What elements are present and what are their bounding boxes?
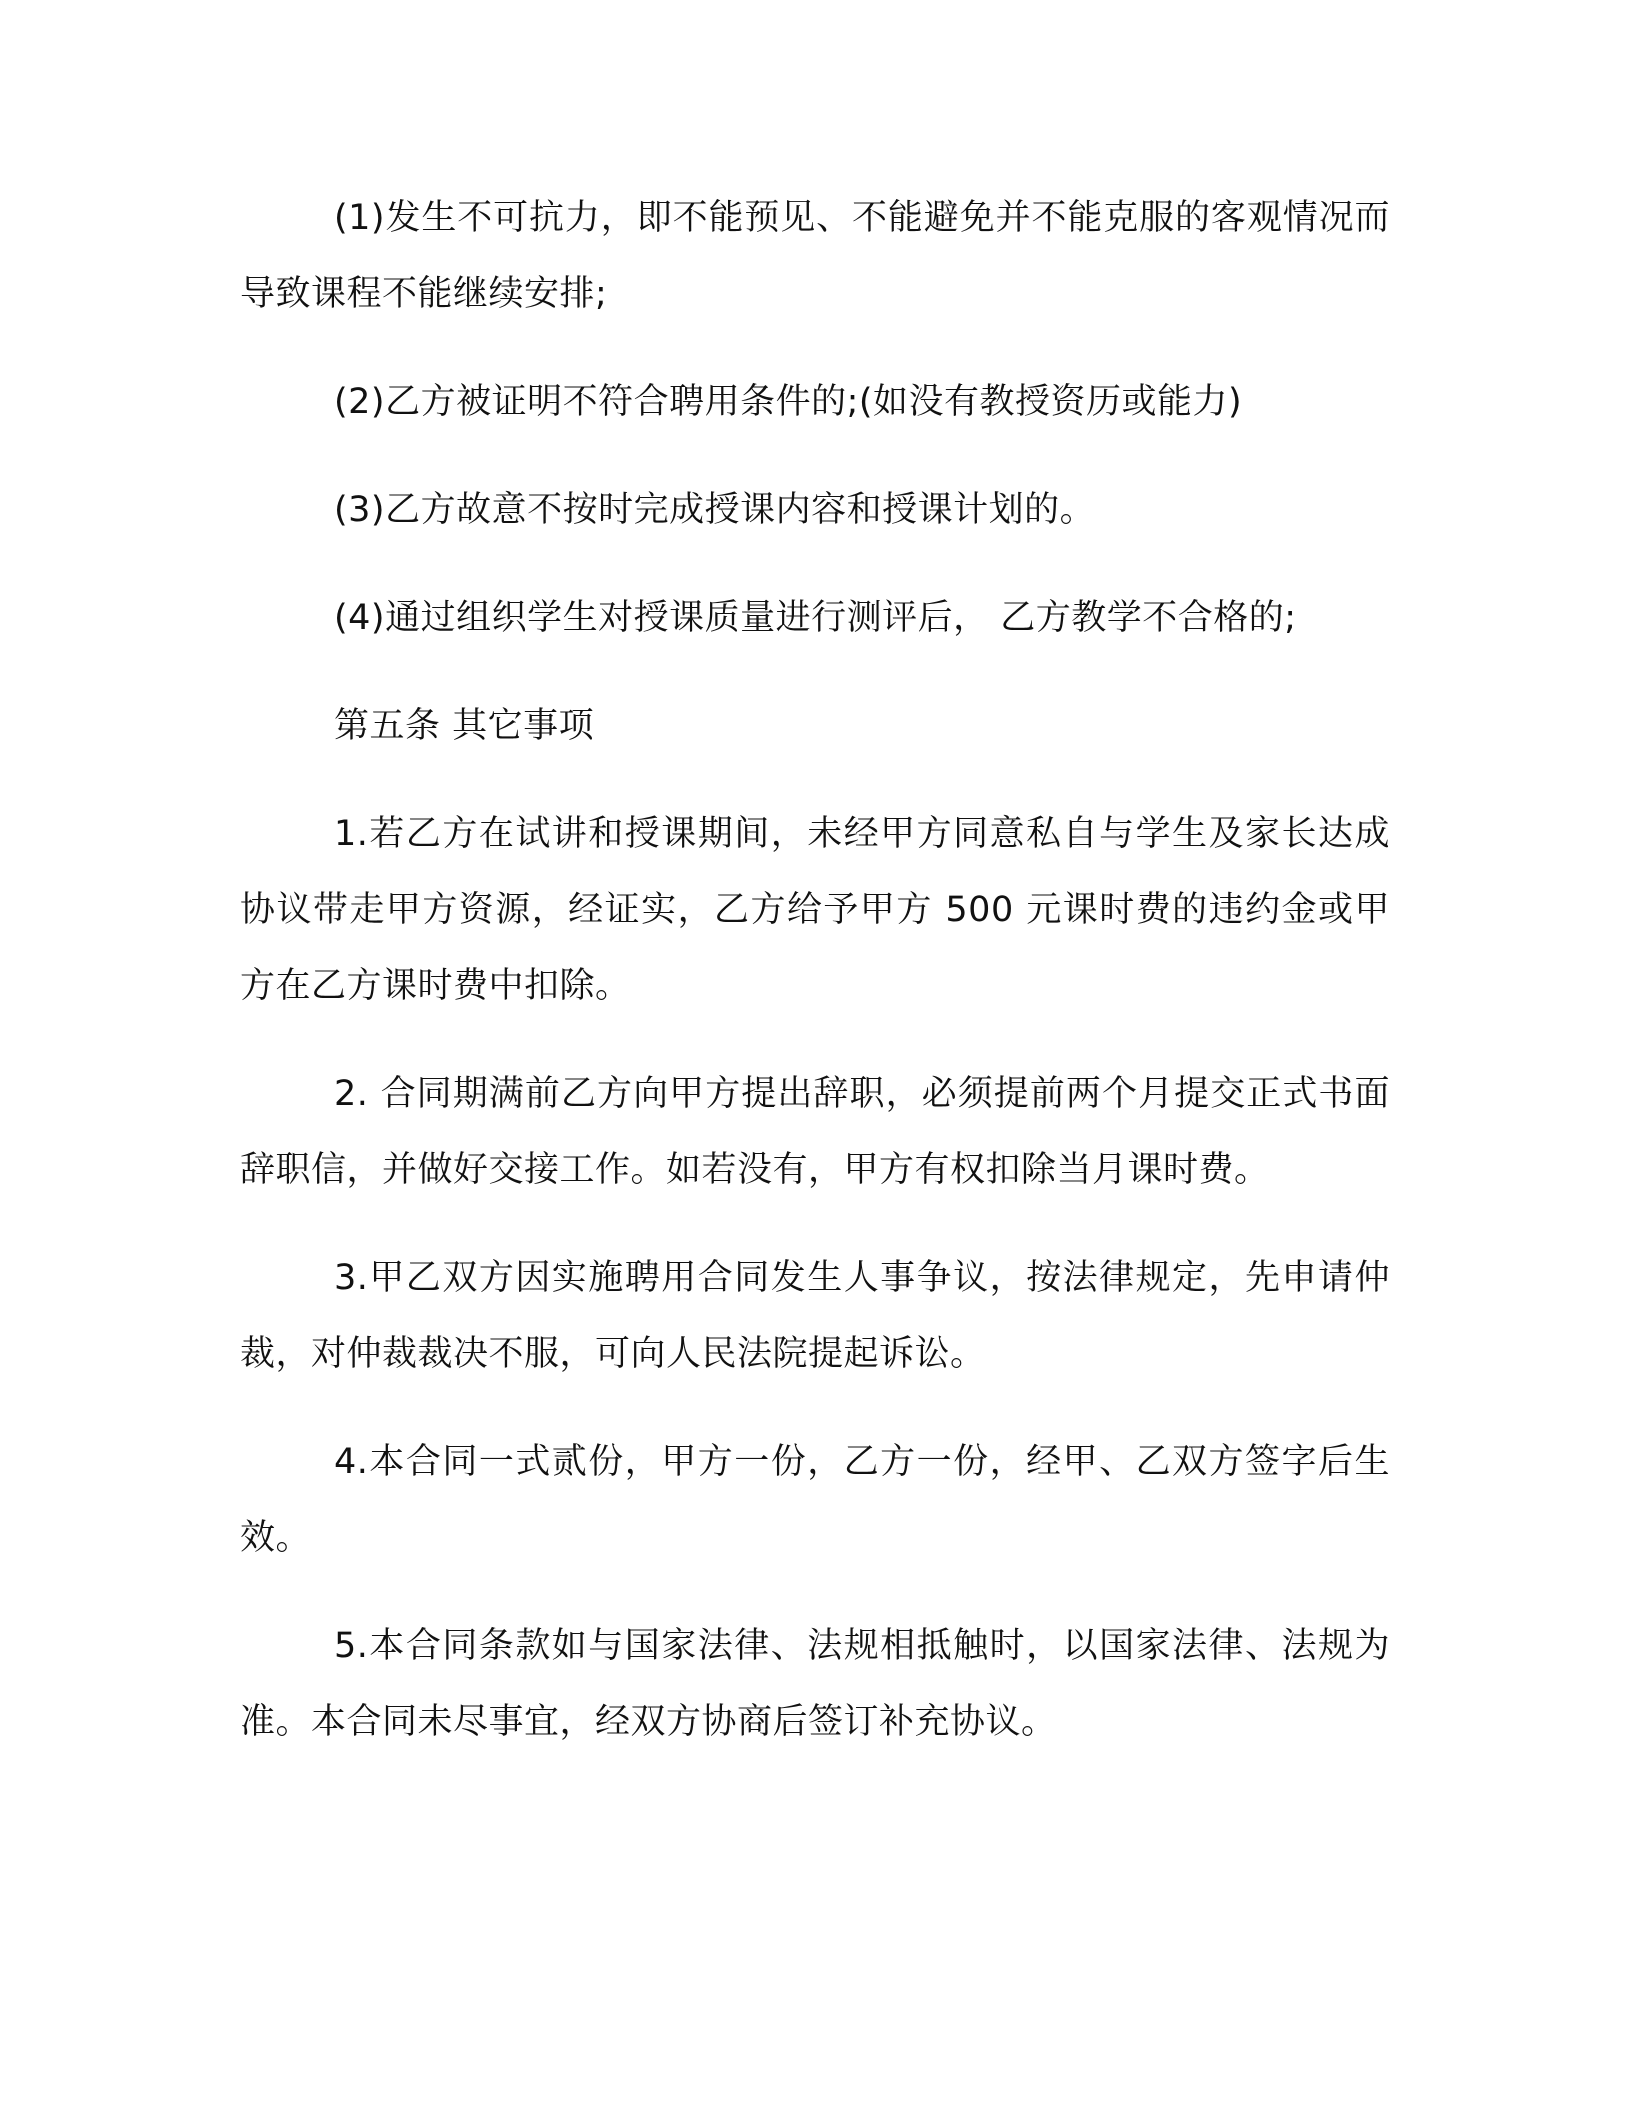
- clause-item-2: (2)乙方被证明不符合聘用条件的;(如没有教授资历或能力): [334, 382, 1243, 422]
- document-body: [240, 180, 1390, 1792]
- other-matters-item-1: 1.若乙方在试讲和授课期间，未经甲方同意私自与学生及家长达成协议带走甲方资源，经证实，乙方给予甲方 500 元课时费的违约金或甲方在乙方课时费中扣除。: [240, 814, 1390, 1006]
- other-matters-item-2: 2. 合同期满前乙方向甲方提出辞职，必须提前两个月提交正式书面辞职信，并做好交接工作。如若没有，甲方有权扣除当月课时费。: [240, 1074, 1390, 1190]
- other-matters-item-4: 4.本合同一式贰份，甲方一份，乙方一份，经甲、乙双方签字后生效。: [240, 1442, 1390, 1558]
- section-heading: 第五条 其它事项: [334, 706, 595, 746]
- clause-item-3: (3)乙方故意不按时完成授课内容和授课计划的。: [334, 490, 1096, 530]
- clause-item-1: (1)发生不可抗力，即不能预见、不能避免并不能克服的客观情况而导致课程不能继续安排;: [240, 198, 1390, 314]
- other-matters-item-3: 3.甲乙双方因实施聘用合同发生人事争议，按法律规定，先申请仲裁，对仲裁裁决不服，可向人民法院提起诉讼。: [240, 1258, 1390, 1374]
- other-matters-item-5: 5.本合同条款如与国家法律、法规相抵触时，以国家法律、法规为准。本合同未尽事宜，经双方协商后签订补充协议。: [240, 1626, 1390, 1742]
- clause-item-4: (4)通过组织学生对授课质量进行测评后， 乙方教学不合格的;: [334, 598, 1297, 638]
